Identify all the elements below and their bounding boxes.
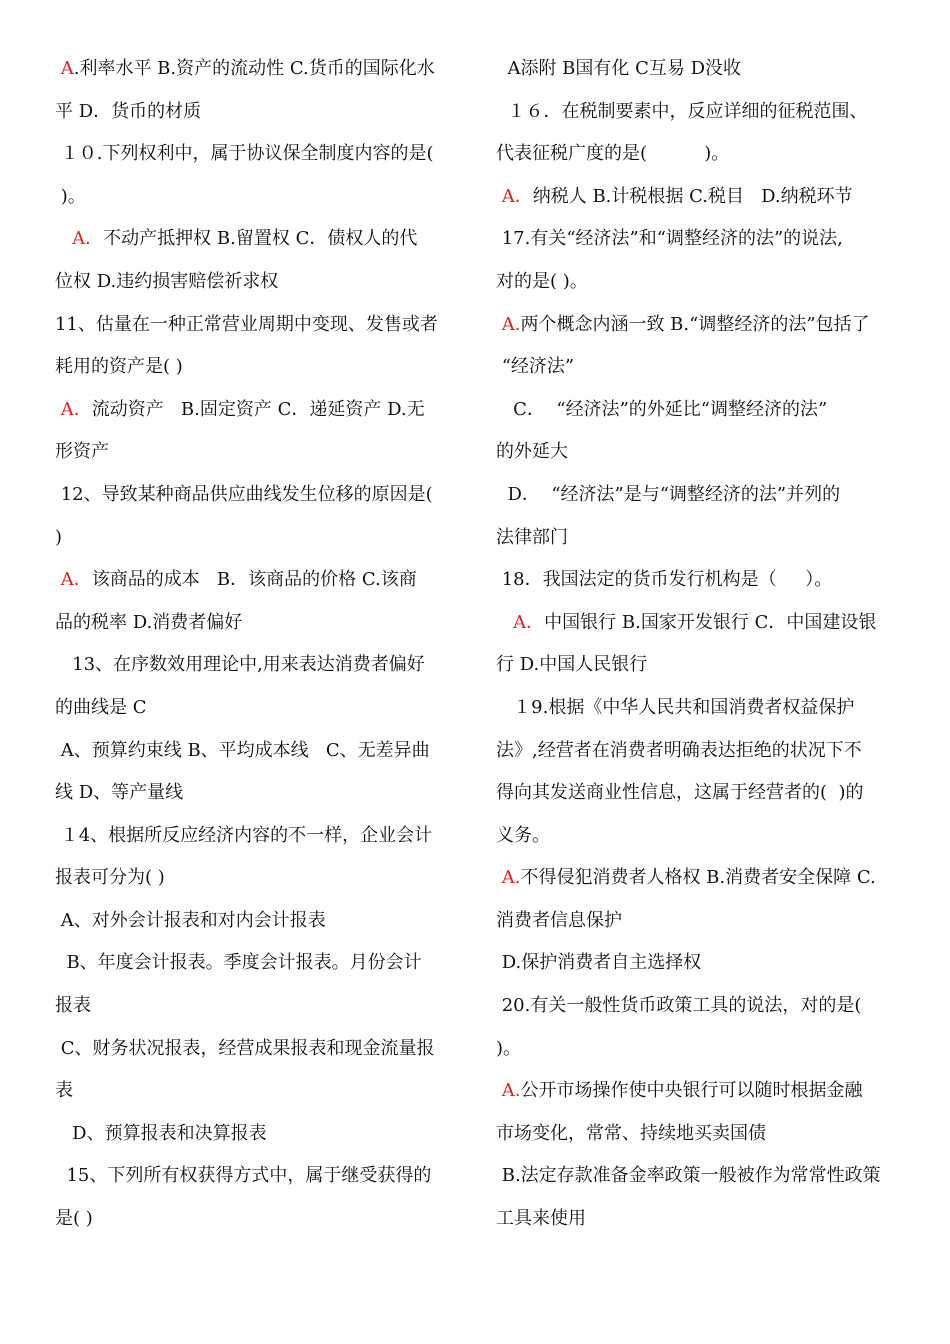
line-text: D.保护消费者自主选择权 xyxy=(496,952,702,974)
text-line xyxy=(55,857,465,900)
text-line xyxy=(496,218,911,261)
text-line xyxy=(496,91,911,134)
line-text: 的外延大 xyxy=(496,441,568,463)
text-line xyxy=(496,1028,911,1071)
text-line xyxy=(496,602,911,645)
line-text: 消费者信息保护 xyxy=(496,909,622,931)
line-text: 品的税率 D.消费者偏好 xyxy=(55,611,243,633)
text-line xyxy=(55,431,465,474)
text-line xyxy=(55,133,465,176)
text-line xyxy=(55,261,465,304)
answer-marker: A． xyxy=(496,611,545,633)
line-text: 15、下列所有权获得方式中，属于继受获得的 xyxy=(55,1165,432,1187)
text-line xyxy=(496,900,911,943)
line-text: 报表 xyxy=(55,995,91,1017)
line-text: A添附 B国有化 C互易 D没收 xyxy=(496,58,742,79)
text-line xyxy=(496,474,911,517)
text-line xyxy=(496,772,911,815)
answer-marker: A． xyxy=(55,569,92,591)
text-line xyxy=(55,1028,465,1071)
text-line xyxy=(496,730,911,773)
line-text: 两个概念内涵一致 B.“调整经济的法”包括了 xyxy=(520,313,870,335)
text-line xyxy=(55,91,465,134)
text-line xyxy=(55,815,465,858)
line-text: 13、在序数效用理论中,用来表达消费者偏好 xyxy=(55,654,425,676)
answer-marker: A. xyxy=(496,867,521,889)
text-line xyxy=(496,985,911,1028)
line-text: 该商品的成本 B．该商品的价格 C.该商 xyxy=(91,569,417,591)
line-text: A、对外会计报表和对内会计报表 xyxy=(55,909,326,931)
text-line xyxy=(496,1113,911,1156)
text-line xyxy=(55,389,465,432)
line-text: 18．我国法定的货币发行机构是（ ）。 xyxy=(496,569,833,591)
text-line xyxy=(496,346,911,389)
text-line xyxy=(55,900,465,943)
line-text: １０.下列权利中，属于协议保全制度内容的是( xyxy=(55,143,434,165)
line-text: １9.根据《中华人民共和国消费者权益保护 xyxy=(496,696,855,718)
text-line xyxy=(55,559,465,602)
text-line xyxy=(55,644,465,687)
text-line xyxy=(496,304,911,347)
line-text: .利率水平 B.资产的流动性 C.货币的国际化水 xyxy=(73,58,435,79)
line-text: C． “经济法”的外延比“调整经济的法” xyxy=(496,398,828,420)
line-text: 12、导致某种商品供应曲线发生位移的原因是( xyxy=(55,483,433,505)
line-text: 20.有关一般性货币政策工具的说法，对的是( xyxy=(496,995,862,1017)
line-text: 法》,经营者在消费者明确表达拒绝的状况下不 xyxy=(496,739,862,761)
line-text: 是( ) xyxy=(55,1208,93,1230)
text-line xyxy=(496,942,911,985)
text-line xyxy=(55,1155,465,1198)
text-line xyxy=(496,133,911,176)
line-text: 不动产抵押权 B.留置权 C．债权人的代 xyxy=(103,228,418,250)
line-text: 报表可分为( ) xyxy=(55,867,165,889)
text-line xyxy=(55,602,465,645)
answer-marker: A． xyxy=(496,185,533,207)
line-text: 表 xyxy=(55,1080,73,1102)
text-line xyxy=(496,815,911,858)
line-text: 位权 D.违约损害赔偿祈求权 xyxy=(55,270,279,292)
right-column xyxy=(496,48,911,1241)
text-line xyxy=(496,389,911,432)
line-text: 17.有关“经济法”和“调整经济的法”的说法, xyxy=(496,228,843,250)
text-line xyxy=(55,304,465,347)
line-text: 11、估量在一种正常营业周期中变现、发售或者 xyxy=(55,313,438,335)
text-line xyxy=(55,730,465,773)
line-text: 的曲线是 C xyxy=(55,696,147,718)
line-text: 市场变化，常常、持续地买卖国债 xyxy=(496,1122,766,1144)
text-line xyxy=(55,1113,465,1156)
line-text: 形资产 xyxy=(55,441,109,463)
text-line xyxy=(496,559,911,602)
answer-marker: A． xyxy=(55,398,92,420)
text-line xyxy=(496,857,911,900)
text-line xyxy=(55,1070,465,1113)
answer-marker: A． xyxy=(55,228,104,250)
line-text: 平 D．货币的材质 xyxy=(55,100,202,122)
text-line xyxy=(55,687,465,730)
line-text: ) xyxy=(55,526,63,548)
line-text: 法律部门 xyxy=(496,526,568,548)
line-text: 代表征税广度的是( )。 xyxy=(496,143,730,165)
line-text: “经济法” xyxy=(496,356,575,378)
line-text: D． “经济法”是与“调整经济的法”并列的 xyxy=(496,483,841,505)
line-text: 耗用的资产是( ) xyxy=(55,356,183,378)
left-column xyxy=(55,48,465,1241)
text-line xyxy=(496,1070,911,1113)
text-line xyxy=(496,261,911,304)
text-line xyxy=(55,346,465,389)
answer-marker: A xyxy=(55,58,74,79)
line-text: １4、根据所反应经济内容的不一样，企业会计 xyxy=(55,824,433,846)
text-line xyxy=(55,772,465,815)
line-text: B.法定存款准备金率政策一般被作为常常性政策 xyxy=(496,1165,881,1187)
line-text: 中国银行 B.国家开发银行 C．中国建设银 xyxy=(544,611,877,633)
line-text: A、预算约束线 B、平均成本线 C、无差异曲 xyxy=(55,739,430,761)
text-line xyxy=(496,176,911,219)
line-text: 工具来使用 xyxy=(496,1208,586,1230)
line-text: B、年度会计报表。季度会计报表。月份会计 xyxy=(55,952,422,974)
line-text: 流动资产 B.固定资产 C．递延资产 D.无 xyxy=(91,398,425,420)
text-line xyxy=(496,687,911,730)
text-line xyxy=(55,218,465,261)
text-line xyxy=(55,517,465,560)
line-text: 得向其发送商业性信息，这属于经营者的( )的 xyxy=(496,782,864,804)
line-text: １６．在税制要素中，反应详细的征税范围、 xyxy=(496,100,868,122)
line-text: )。 xyxy=(496,1037,522,1059)
line-text: )。 xyxy=(55,185,86,207)
text-line xyxy=(496,1198,911,1241)
line-text: 不得侵犯消费者人格权 B.消费者安全保障 C. xyxy=(520,867,876,889)
text-line xyxy=(55,176,465,219)
text-line xyxy=(496,517,911,560)
text-line xyxy=(496,48,911,91)
text-line xyxy=(55,942,465,985)
line-text: 对的是( )。 xyxy=(496,270,588,292)
line-text: D、预算报表和决算报表 xyxy=(55,1122,267,1144)
text-line xyxy=(55,985,465,1028)
text-line xyxy=(496,644,911,687)
text-line xyxy=(55,474,465,517)
answer-marker: A. xyxy=(496,313,521,335)
line-text: 公开市场操作使中央银行可以随时根据金融 xyxy=(520,1080,863,1102)
line-text: 纳税人 B.计税根据 C.税目 D.纳税环节 xyxy=(532,185,853,207)
text-line xyxy=(55,1198,465,1241)
line-text: C、财务状况报表，经营成果报表和现金流量报 xyxy=(55,1037,435,1059)
text-line xyxy=(496,1155,911,1198)
text-line xyxy=(55,48,465,91)
text-line xyxy=(496,431,911,474)
line-text: 行 D.中国人民银行 xyxy=(496,654,648,676)
line-text: 义务。 xyxy=(496,824,550,846)
answer-marker: A. xyxy=(496,1080,521,1102)
line-text: 线 D、等产量线 xyxy=(55,782,184,804)
